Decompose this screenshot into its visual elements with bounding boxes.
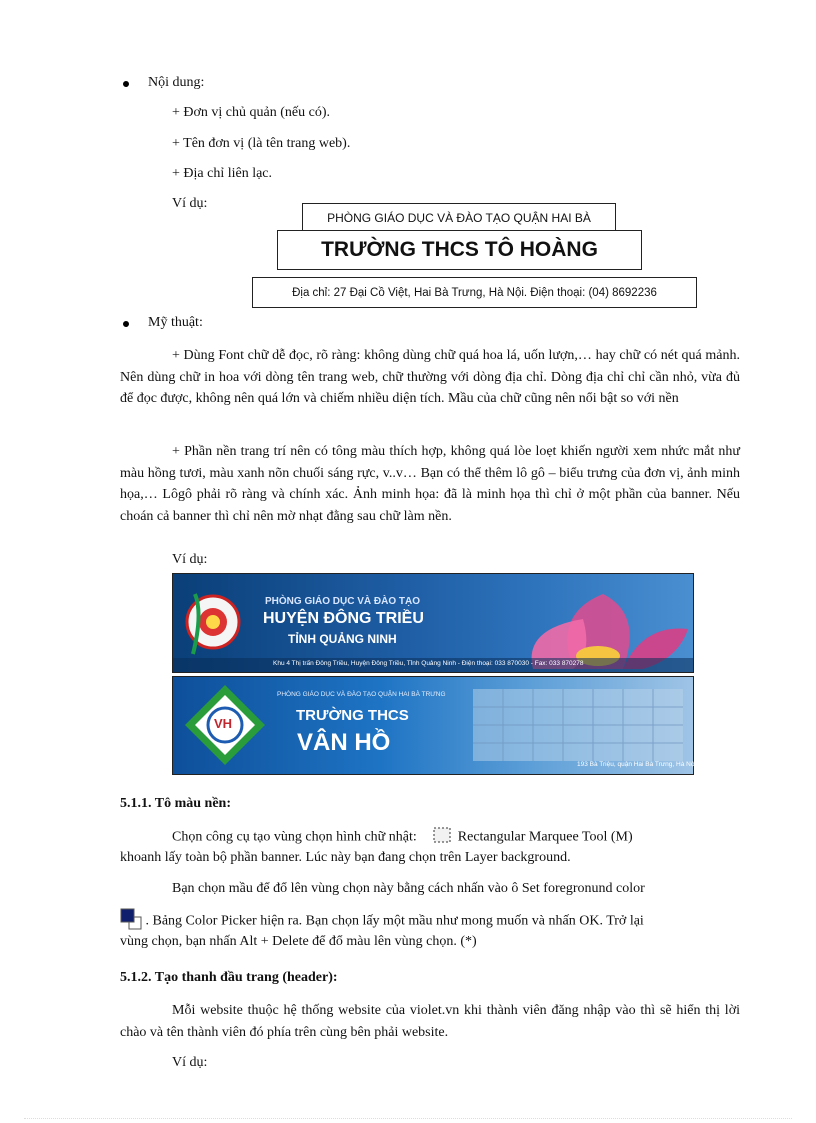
bullet xyxy=(123,81,129,87)
example-header-top-text: PHÒNG GIÁO DỤC VÀ ĐÀO TẠO QUẬN HAI BÀ xyxy=(327,211,591,225)
banner-dong-trieu-line3: TỈNH QUẢNG NINH xyxy=(288,632,397,646)
example-header-top-box xyxy=(302,203,616,233)
heading-to-mau-nen: 5.1.1. Tô màu nền: xyxy=(120,796,231,811)
banner-van-ho-line1: PHÒNG GIÁO DỤC VÀ ĐÀO TẠO QUẬN HAI BÀ TRƯNG xyxy=(277,691,446,698)
banner-van-ho-logo-text: VH xyxy=(214,716,233,731)
banner-dong-trieu xyxy=(172,573,694,673)
list-item: + Đơn vị chủ quản (nếu có). xyxy=(172,105,330,120)
banner-dong-trieu-line1: PHÒNG GIÁO DỤC VÀ ĐÀO TẠO xyxy=(265,596,421,607)
banner-van-ho xyxy=(172,676,770,775)
example-header-main-box xyxy=(277,230,642,270)
example-label: Ví dụ: xyxy=(172,552,208,567)
banner-dong-trieu-line2: HUYỆN ĐÔNG TRIỀU xyxy=(263,610,424,627)
paragraph-header: Mỗi website thuộc hệ thống website của violet.vn khi thành viên đăng nhập vào thì sẽ hiển thị lời chào và tên thành viên đó phía trên cùng bên phải website. xyxy=(120,1003,740,1040)
paragraph-text: Rectangular Marquee Tool (M) xyxy=(457,829,633,845)
rectangular-marquee-icon xyxy=(432,826,452,849)
paragraph-text: . Bảng Color Picker hiện ra. Bạn chọn lấy một mầu như mong muốn và nhấn OK. Trở lại xyxy=(145,913,644,929)
paragraph-background: + Phần nền trang trí nên có tông màu thích hợp, không quá lòe loẹt khiến người xem nhức mắt như màu hồng tươi, màu xanh nõn chuối sáng rực, v..v… Bạn có thể thêm lô gô – biểu trưng của đơn vị, ảnh minh họa,… Lôgô phải rõ ràng và chính xác. Ảnh minh họa: đã là minh họa thì chỉ ở một phần của banner. Nếu choán cả banner thì chỉ nên mờ nhạt đằng sau chữ làm nền. xyxy=(120,444,740,524)
banner-dong-trieu-footer: Khu 4 Thị trấn Đông Triều, Huyện Đông Triều, Tỉnh Quảng Ninh - Điện thoại: 033 870030 - Fax: 033 870278 xyxy=(273,660,584,667)
example-header-address-text: Địa chỉ: 27 Đại Cồ Việt, Hai Bà Trưng, Hà Nội. Điện thoại: (04) 8692236 xyxy=(292,286,657,299)
paragraph-color-line3: vùng chọn, bạn nhấn Alt + Delete để đổ màu lên vùng chọn. (*) xyxy=(120,934,477,949)
paragraph-marquee-line1 xyxy=(172,826,633,849)
heading-tao-thanh-dau-trang: 5.1.2. Tạo thanh đầu trang (header): xyxy=(120,970,338,985)
banner-dong-trieu-art xyxy=(173,574,693,672)
list-item: + Địa chỉ liên lạc. xyxy=(172,166,273,181)
paragraph-color-line1: Bạn chọn mầu để đổ lên vùng chọn này bằng cách nhấn vào ô Set foregronund color xyxy=(172,881,645,896)
page-bottom-divider xyxy=(24,1118,792,1119)
banner-van-ho-footer: 193 Bà Triệu, quận Hai Bà Trưng, Hà Nội - Điện thoại: 04-9445323 xyxy=(577,761,770,768)
banner-van-ho-line3: VÂN HỒ xyxy=(297,729,391,756)
example-header-address-box xyxy=(252,277,697,308)
example-label: Ví dụ: xyxy=(172,1055,208,1070)
paragraph-marquee-line2: khoanh lấy toàn bộ phần banner. Lúc này bạn đang chọn trên Layer background. xyxy=(120,850,571,865)
banner-van-ho-line2: TRƯỜNG THCS xyxy=(296,707,409,724)
paragraph-text: Chọn công cụ tạo vùng chọn hình chữ nhật: xyxy=(172,829,417,845)
paragraph-font: + Dùng Font chữ dễ đọc, rõ ràng: không dùng chữ quá hoa lá, uốn lượn,… hay chữ có nét quá mảnh. Nên dùng chữ in hoa với dòng tên trang web, chữ thường với dòng địa chỉ. Dòng địa chỉ chỉ cần nhỏ, vừa đủ để đọc được, không nên quá lớn và chiếm nhiều diện tích. Mầu của chữ cũng nên nổi bật so với nền xyxy=(120,348,740,406)
example-label: Ví dụ: xyxy=(172,196,208,211)
bullet xyxy=(123,321,129,327)
section-label-my-thuat: Mỹ thuật: xyxy=(148,315,203,330)
list-item: + Tên đơn vị (là tên trang web). xyxy=(172,136,351,151)
section-label-noi-dung: Nội dung: xyxy=(148,75,205,90)
paragraph-color-line2 xyxy=(120,908,644,935)
example-header-main-text: TRƯỜNG THCS TÔ HOÀNG xyxy=(321,238,598,261)
foreground-color-icon xyxy=(120,908,142,935)
